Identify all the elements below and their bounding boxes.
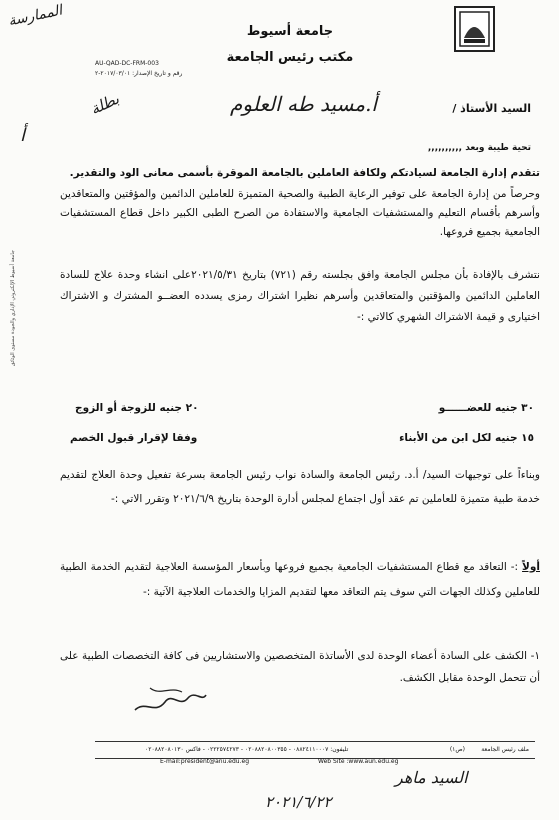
footer-email: E-mail:president@anu.edu.eg — [160, 758, 250, 765]
fee-spouse: ٢٠ جنيه للزوجة أو الزوج — [75, 402, 199, 414]
first-label: أولاً — [522, 561, 540, 573]
signature — [130, 680, 210, 720]
university-logo — [454, 6, 495, 52]
side-margin-text: جامعة أسيوط الإلكتروني الإداري والجودة مستوى الوثائق — [10, 250, 16, 367]
fee-member: ٣٠ جنيه للعضــــــو — [438, 402, 534, 414]
paragraph-2: وحرصاً من إدارة الجامعة على توفير الرعاية الطبية والصحية المتميزة للعاملين الدائمين والمؤقتين والمتعاقدين وأسرهم بأقسام التعليم والمستشفيات الجامعية والاستفادة من الصرح الطبى الكبير داخل قطاع المستشفيات الجامعية بجميع فروعها. — [60, 188, 540, 238]
paragraph-1: تتقدم إدارة الجامعة لسيادتكم ولكافة العاملين بالجامعة الموقرة بأسمى معانى الود والتقدير. — [69, 167, 540, 179]
issue-label: رقم و تاريخ الإصدار: ٢٠١٧/٠٣/٠١-٢ — [95, 70, 183, 77]
fee-child: ١٥ جنيه لكل ابن من الأبناء — [399, 432, 534, 444]
paragraph-4: وبناءاً على توجيهات السيد/ أ.د. رئيس الجامعة والسادة نواب رئيس الجامعة بسرعة تفعيل وحدة العلاج لتقديم خدمة طبية متميزة للعاملين تم عقد أول اجتماع لمجلس أدارة الوحدة بتاريخ ٢٠٢١/٦/٩ وتقرر الاتي :- — [60, 469, 540, 505]
office-name: مكتب رئيس الجامعة — [226, 50, 354, 65]
margin-note-2: بطلة — [87, 89, 122, 119]
first-text: :- التعاقد مع قطاع المستشفيات الجامعية بجميع فروعها وبأسعار المؤسسة العلاجية لتقديم الخدمة الطبية للعاملين وكذلك الجهات التي سوف يتم التعاقد معها لتقديم المزايا والخدمات العلاجية الآتية :- — [60, 561, 540, 598]
margin-note-1: الممارسة — [6, 2, 64, 30]
handwritten-bottom-note: السيد ماهر — [395, 768, 468, 787]
salutation-label: السيد الأستاذ / — [452, 102, 531, 115]
paragraph-3: نتشرف بالإفادة بأن مجلس الجامعة وافق بجلسته رقم (٧٢١) بتاريخ ٢٠٢١/٥/٣١على انشاء وحدة علاج للسادة العاملين الدائمين والمؤقتين والمتعاقدين وأسرهم نظيرا اشتراك رمزى يسدده العضــو المشترك و الاشتراك اختيارى و قيمة الاشتراك الشهري كالاتي :- — [60, 269, 540, 323]
item-1: ١- الكشف على السادة أعضاء الوحدة لدى الأساتذة المتخصصين والاستشاريين فى كافة التخصصات الطبية على أن تتحمل الوحدة مقابل الكشف. — [60, 650, 540, 684]
university-name: جامعة أسيوط — [246, 24, 334, 39]
footer-page-label: (ص١) — [449, 746, 465, 753]
footer-file-label: ملف رئيس الجامعة — [481, 746, 529, 753]
form-code: AU-QAD-DC-FRM-003 — [95, 60, 159, 67]
footer-website: Web Site :www.aun.edu.eg — [318, 758, 399, 765]
first-section — [60, 555, 540, 605]
footer-phones: تليفون: ٠٨٨٢٤١١٠٠٠٧ - ٠٢٠٨٨٢٠٨٠٠٣٥٥ - ٠٢٢٢٥٧٤٢٧٣ - فاكس ٠٢٠٨٨٢٠٨٠١٣٠ — [145, 746, 349, 753]
handwritten-name: أ.مسيد طه العلوم — [230, 92, 377, 116]
margin-note-3: أ — [20, 125, 26, 146]
footer-bar — [95, 741, 535, 759]
greeting: تحية طيبة وبعد ,,,,,,,,,, — [427, 143, 531, 153]
fee-note: وفقا لإقرار قبول الخصم — [70, 432, 198, 444]
handwritten-date: ٢٠٢١/٦/٢٢ — [265, 793, 332, 811]
